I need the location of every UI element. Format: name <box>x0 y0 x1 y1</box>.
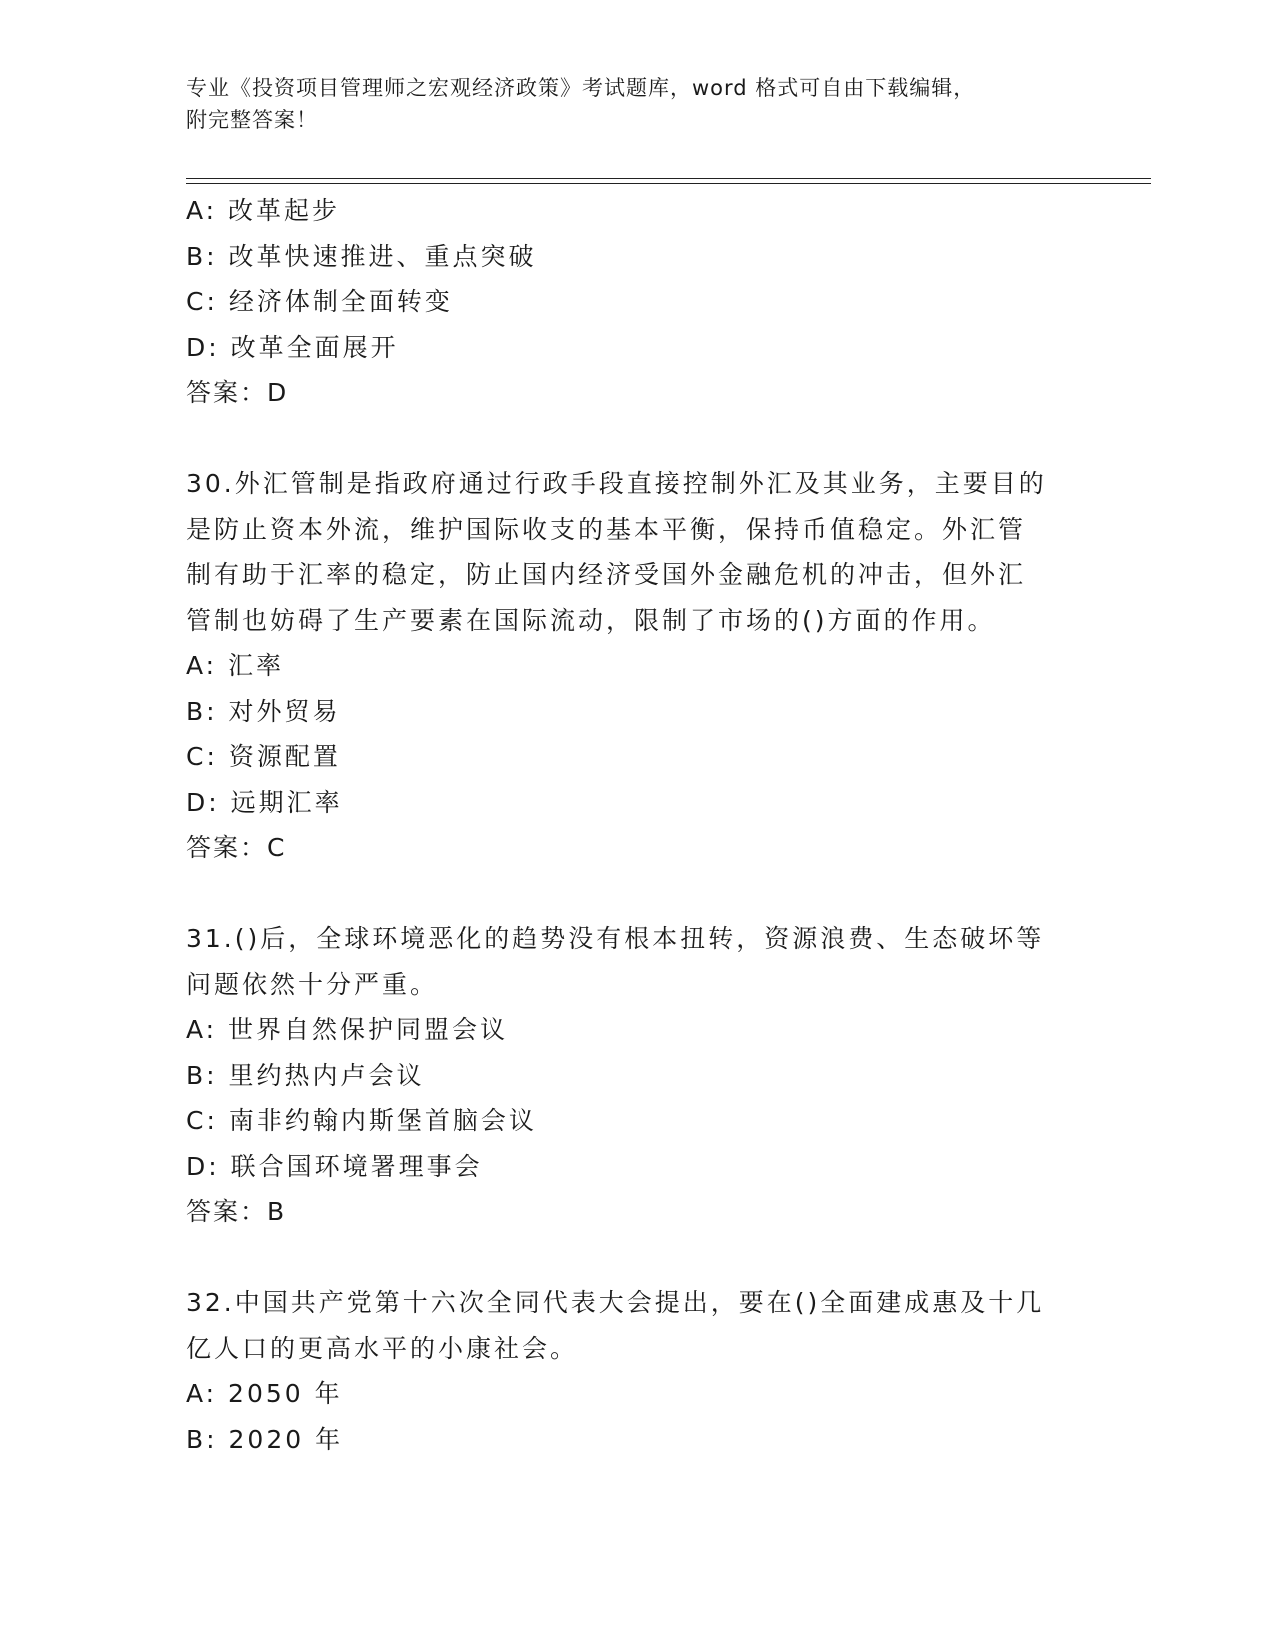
option-b: B: 改革快速推进、重点突破 <box>186 241 537 271</box>
question-29 <box>186 188 1086 416</box>
question-text-line: 32.中国共产党第十六次全同代表大会提出，要在()全面建成惠及十几 <box>186 1288 1045 1317</box>
header-line-2: 附完整答案！ <box>186 108 318 132</box>
spacer <box>186 871 1086 917</box>
question-text-line: 是防止资本外流，维护国际收支的基本平衡，保持币值稳定。外汇管 <box>186 514 1027 544</box>
option-d: D: 远期汇率 <box>186 787 343 817</box>
question-text-line: 管制也妨碍了生产要素在国际流动，限制了市场的()方面的作用。 <box>186 605 996 635</box>
option-a: A: 世界自然保护同盟会议 <box>186 1015 509 1044</box>
header-divider-bottom <box>186 183 1151 184</box>
question-text-line: 制有助于汇率的稳定，防止国内经济受国外金融危机的冲击，但外汇 <box>186 560 1027 589</box>
option-c: C: 经济体制全面转变 <box>186 287 453 316</box>
question-list <box>186 188 1086 1462</box>
question-30 <box>186 461 1086 871</box>
option-d: D: 联合国环境署理事会 <box>186 1151 483 1181</box>
option-c: C: 南非约翰内斯堡首脑会议 <box>186 1106 537 1135</box>
question-text-line: 31.()后，全球环境恶化的趋势没有根本扭转，资源浪费、生态破坏等 <box>186 924 1045 953</box>
option-a: A: 2050 年 <box>186 1379 343 1408</box>
question-text-line: 30.外汇管制是指政府通过行政手段直接控制外汇及其业务，主要目的 <box>186 469 1047 498</box>
option-a: A: 汇率 <box>186 651 285 680</box>
answer: 答案：D <box>186 378 289 407</box>
header-line-1: 专业《投资项目管理师之宏观经济政策》考试题库，word 格式可自由下载编辑， <box>186 76 976 100</box>
question-text-line: 问题依然十分严重。 <box>186 969 439 999</box>
option-b: B: 里约热内卢会议 <box>186 1060 425 1090</box>
spacer <box>186 1235 1086 1281</box>
document-header <box>186 72 1086 136</box>
question-32 <box>186 1280 1086 1462</box>
spacer <box>186 416 1086 462</box>
answer: 答案：C <box>186 833 287 862</box>
option-b: B: 对外贸易 <box>186 696 341 726</box>
option-c: C: 资源配置 <box>186 742 341 771</box>
question-31 <box>186 916 1086 1235</box>
question-text-line: 亿人口的更高水平的小康社会。 <box>186 1333 579 1363</box>
option-b: B: 2020 年 <box>186 1424 344 1454</box>
option-d: D: 改革全面展开 <box>186 332 399 362</box>
header-divider-top <box>186 178 1151 179</box>
option-a: A: 改革起步 <box>186 196 341 225</box>
answer: 答案：B <box>186 1197 287 1226</box>
